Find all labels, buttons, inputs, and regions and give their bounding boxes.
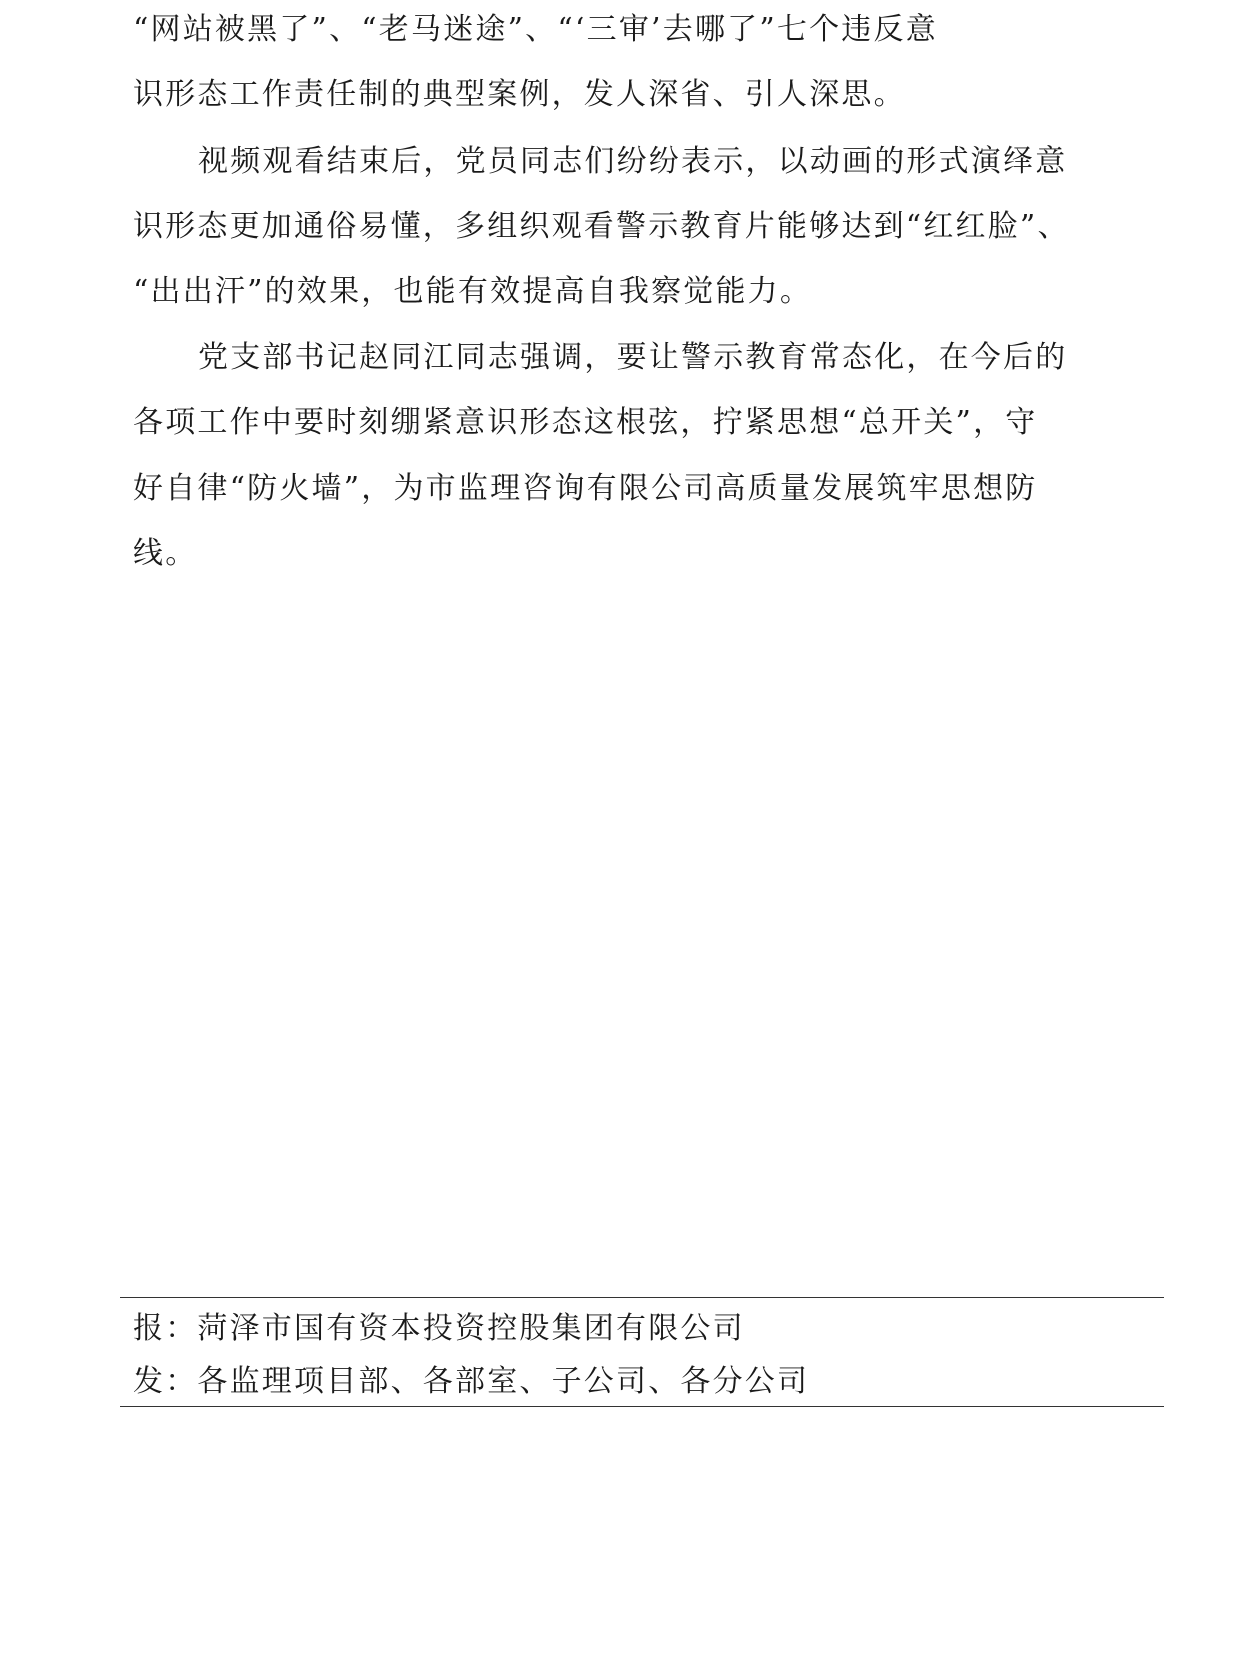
distribute-to-line: 发：各监理项目部、各部室、子公司、各分公司 bbox=[133, 1364, 810, 1399]
body-line: “网站被黑了”、“老马迷途”、“‘三审’去哪了”七个违反意 bbox=[133, 12, 938, 47]
body-line: 党支部书记赵同江同志强调，要让警示教育常态化，在今后的 bbox=[198, 340, 1068, 375]
body-line: 各项工作中要时刻绷紧意识形态这根弦，拧紧思想“总开关”，守 bbox=[133, 405, 1038, 440]
body-line: “出出汗”的效果，也能有效提高自我察觉能力。 bbox=[133, 274, 813, 309]
body-line: 识形态工作责任制的典型案例，发人深省、引人深思。 bbox=[133, 77, 906, 112]
body-line: 好自律“防火墙”，为市监理咨询有限公司高质量发展筑牢思想防 bbox=[133, 471, 1038, 506]
report-to-line: 报：菏泽市国有资本投资控股集团有限公司 bbox=[133, 1311, 745, 1346]
body-line: 视频观看结束后，党员同志们纷纷表示，以动画的形式演绎意 bbox=[198, 144, 1068, 179]
footer-top-rule bbox=[120, 1297, 1164, 1298]
body-line: 识形态更加通俗易懂，多组织观看警示教育片能够达到“红红脸”、 bbox=[133, 209, 1070, 244]
body-line: 线。 bbox=[133, 536, 198, 571]
footer-bottom-rule bbox=[120, 1406, 1164, 1407]
